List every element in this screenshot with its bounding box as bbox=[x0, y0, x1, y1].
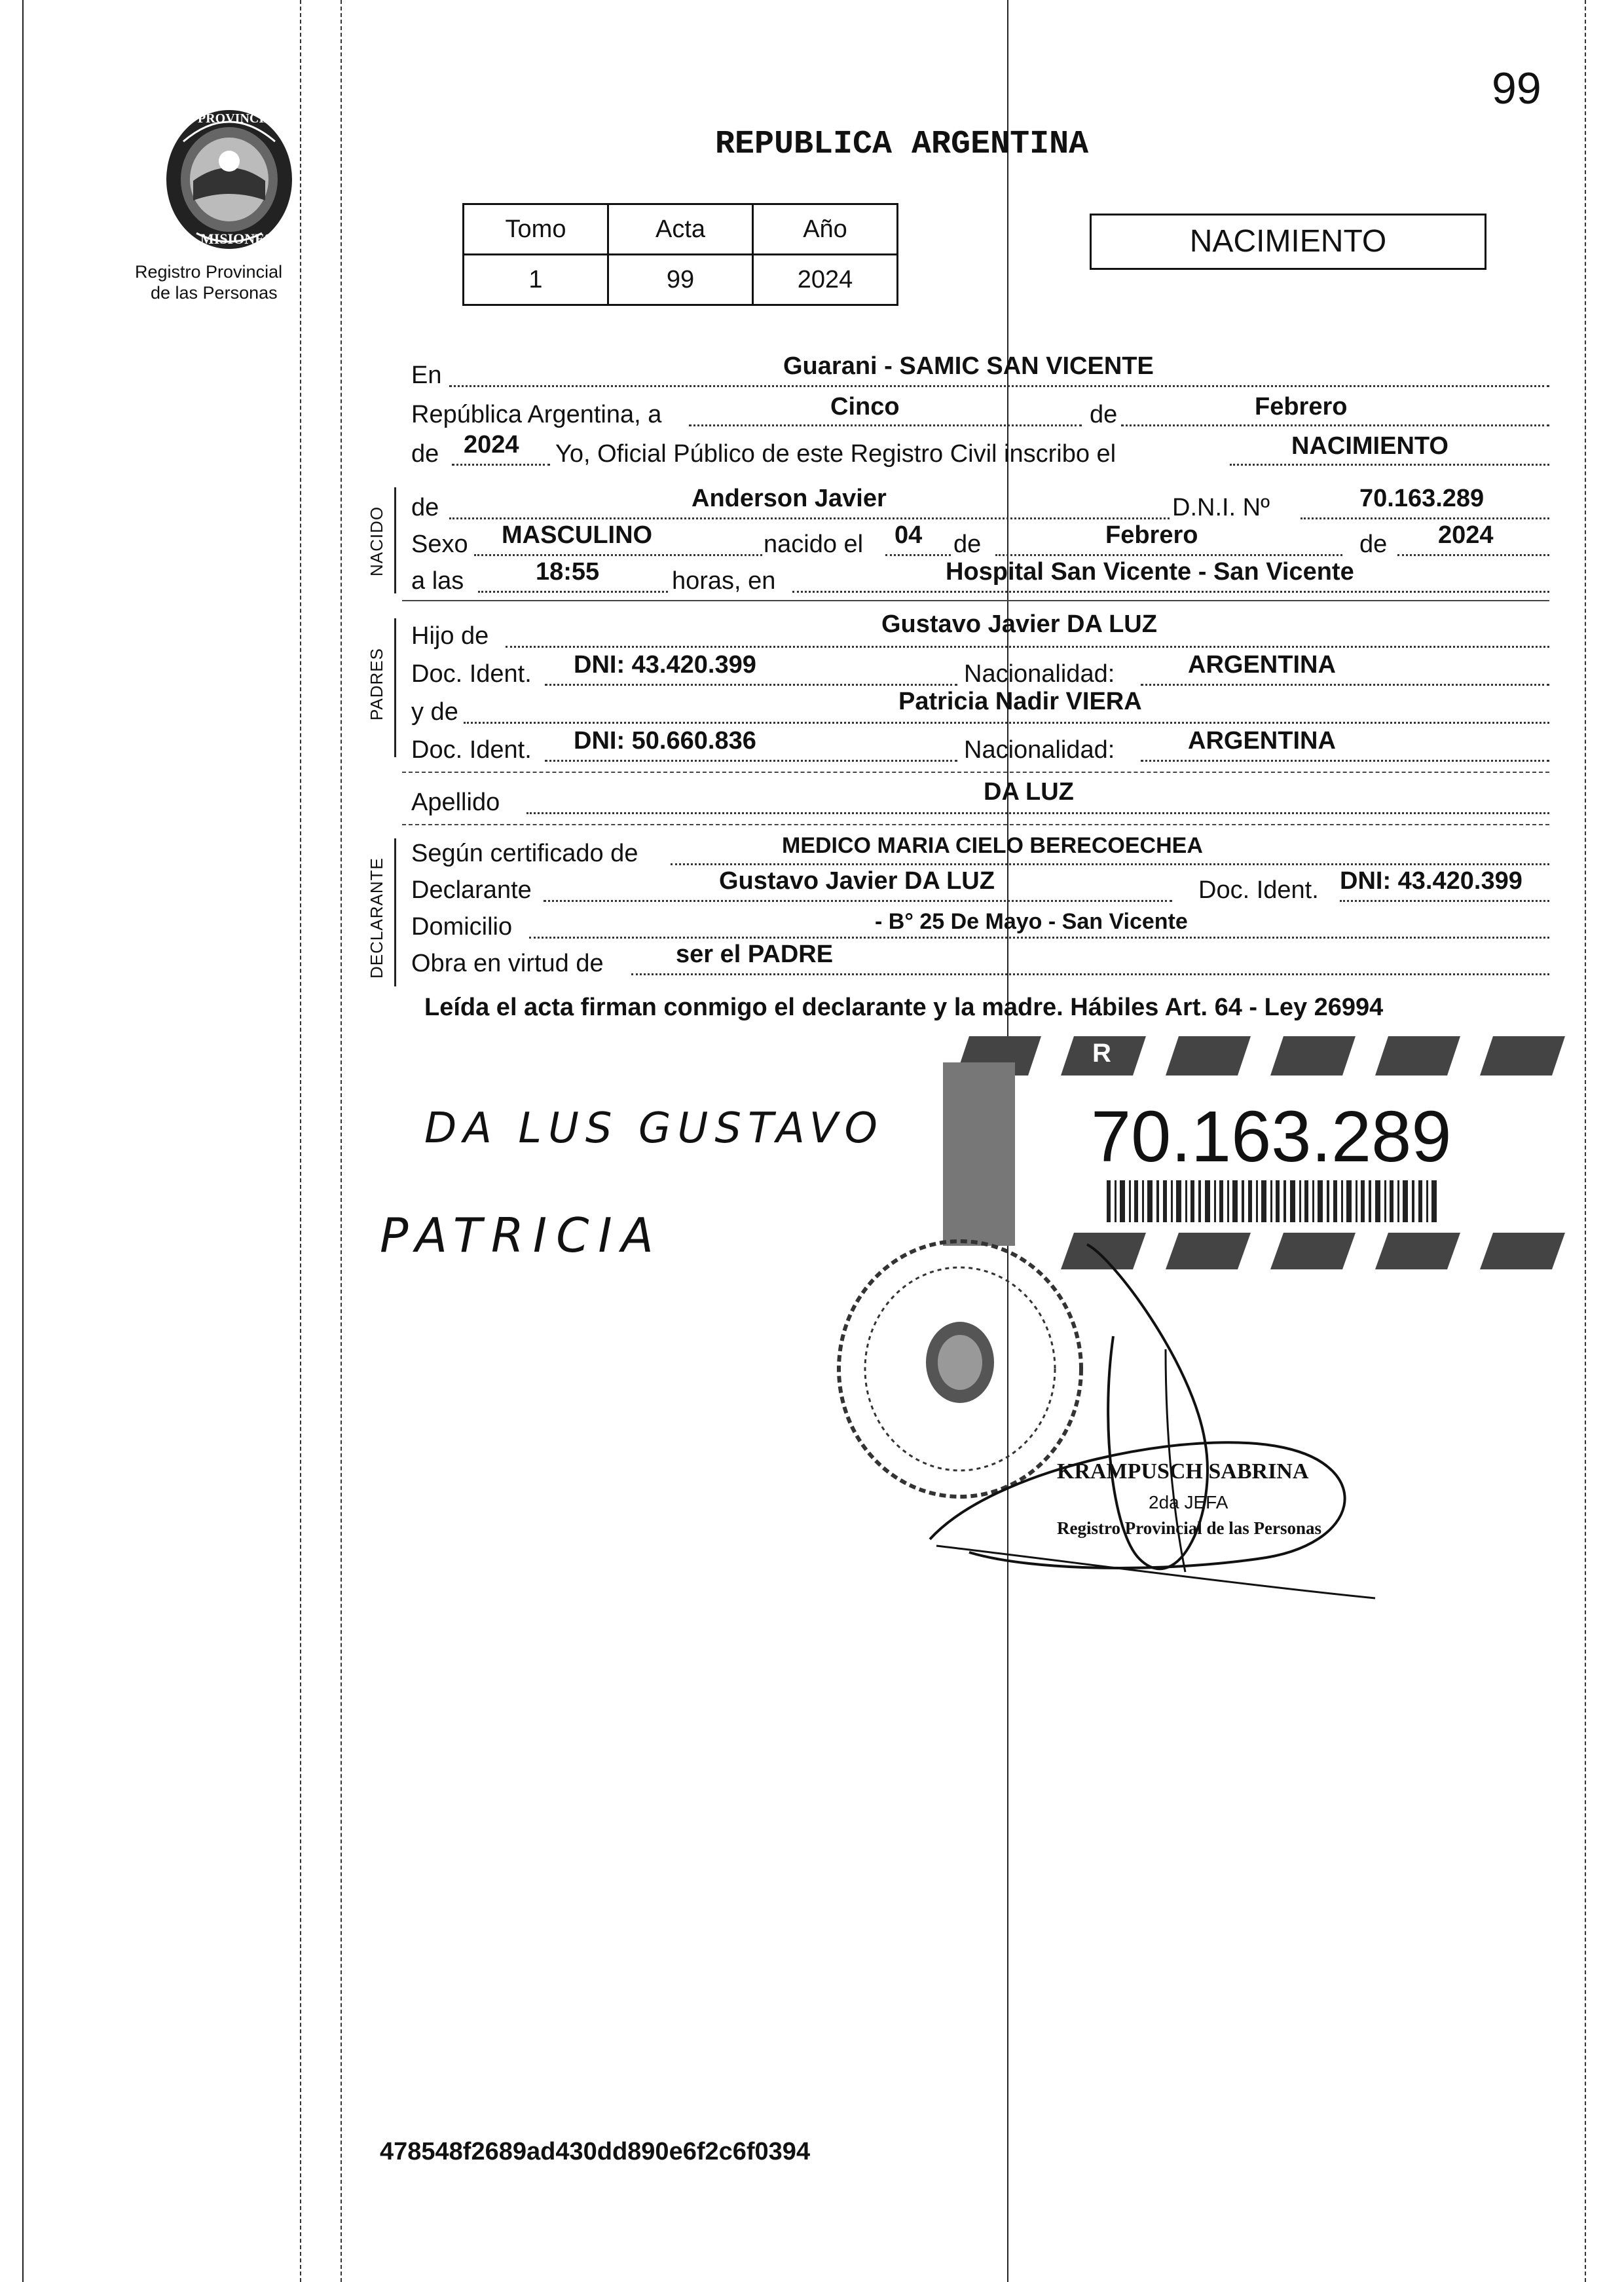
label-segun: Según certificado de bbox=[411, 840, 638, 867]
label-horas-en: horas, en bbox=[672, 567, 776, 595]
dotted-line bbox=[449, 517, 1170, 519]
field-dni: 70.163.289 bbox=[1359, 485, 1485, 512]
dni-label-number: 70.163.289 bbox=[1091, 1096, 1452, 1177]
dotted-line bbox=[1121, 424, 1549, 426]
field-nac-mes: Febrero bbox=[1105, 521, 1198, 549]
act-type: NACIMIENTO bbox=[1189, 224, 1387, 259]
dotted-line bbox=[545, 760, 957, 762]
label-declarante: Declarante bbox=[411, 876, 532, 904]
seal-caption-1: Registro Provincial bbox=[135, 262, 283, 282]
page-title: REPUBLICA ARGENTINA bbox=[715, 126, 1089, 163]
dotted-line bbox=[1230, 464, 1549, 466]
field-tipo: NACIMIENTO bbox=[1291, 432, 1449, 460]
field-hora: 18:55 bbox=[536, 558, 600, 586]
section-divider bbox=[402, 824, 1549, 825]
table-header: Acta bbox=[608, 204, 753, 255]
field-madre: Patricia Nadir VIERA bbox=[898, 688, 1142, 715]
side-label-nacido: NACIDO bbox=[367, 506, 386, 576]
label-de: de bbox=[1090, 401, 1118, 428]
label-y-de: y de bbox=[411, 698, 458, 726]
label-de-year: de bbox=[411, 440, 439, 468]
side-label-padres: PADRES bbox=[367, 648, 386, 720]
label-de3: de bbox=[1359, 531, 1388, 558]
field-declarante-doc: DNI: 43.420.399 bbox=[1340, 867, 1522, 895]
table-cell: 2024 bbox=[753, 255, 898, 305]
seal-top-text: PROVINCIA DE bbox=[198, 111, 295, 126]
dotted-line bbox=[1340, 900, 1549, 902]
field-lugar: Guarani - SAMIC SAN VICENTE bbox=[783, 352, 1154, 380]
dotted-line bbox=[1141, 684, 1549, 686]
label-en: En bbox=[411, 362, 442, 389]
section-divider bbox=[402, 772, 1549, 773]
label-hijo-de: Hijo de bbox=[411, 622, 489, 650]
dotted-line bbox=[452, 464, 550, 466]
label-domicilio: Domicilio bbox=[411, 913, 513, 941]
label-sexo: Sexo bbox=[411, 531, 468, 558]
official-stamp-office: Registro Provincial de las Personas bbox=[1057, 1518, 1321, 1538]
label-doc-ident: Doc. Ident. bbox=[411, 660, 532, 688]
official-stamp-name: KRAMPUSCH SABRINA bbox=[1057, 1459, 1309, 1484]
label-republica: República Argentina, a bbox=[411, 401, 662, 428]
table-cell: 99 bbox=[608, 255, 753, 305]
closing-text: Leída el acta firman conmigo el declarante y la madre. Hábiles Art. 64 - Ley 26994 bbox=[424, 994, 1384, 1021]
label-obra: Obra en virtud de bbox=[411, 950, 604, 977]
label-doc-ident-2: Doc. Ident. bbox=[411, 736, 532, 764]
dotted-line bbox=[506, 646, 1549, 648]
binding-line-left-2 bbox=[341, 0, 342, 2282]
label-nacido-el: nacido el bbox=[764, 531, 864, 558]
seal-caption-2: de las Personas bbox=[151, 283, 278, 303]
field-sexo: MASCULINO bbox=[502, 521, 653, 549]
field-lugar-nac: Hospital San Vicente - San Vicente bbox=[946, 558, 1354, 586]
signature-madre: PATRICIA bbox=[380, 1208, 663, 1263]
dotted-line bbox=[1397, 554, 1549, 556]
field-padre-nac: ARGENTINA bbox=[1188, 651, 1336, 679]
field-nac-dia: 04 bbox=[895, 521, 923, 549]
field-anio: 2024 bbox=[464, 431, 519, 458]
field-padre: Gustavo Javier DA LUZ bbox=[881, 610, 1157, 638]
label-nacionalidad-2: Nacionalidad: bbox=[964, 736, 1115, 764]
field-certificado: MEDICO MARIA CIELO BERECOECHEA bbox=[782, 833, 1203, 858]
table-header: Año bbox=[753, 204, 898, 255]
label-de-name: de bbox=[411, 494, 439, 521]
dotted-line bbox=[1141, 760, 1549, 762]
dotted-line bbox=[449, 385, 1549, 387]
dotted-line bbox=[1301, 517, 1549, 519]
binding-line-left bbox=[300, 0, 301, 2282]
field-apellido: DA LUZ bbox=[984, 778, 1074, 806]
document-hash: 478548f2689ad430dd890e6f2c6f0394 bbox=[380, 2138, 811, 2165]
label-de2: de bbox=[953, 531, 982, 558]
signature-declarante: DA LUS GUSTAVO bbox=[424, 1104, 884, 1153]
dotted-line bbox=[478, 591, 668, 593]
label-apellido: Apellido bbox=[411, 789, 500, 816]
label-nacionalidad: Nacionalidad: bbox=[964, 660, 1115, 688]
dotted-line bbox=[464, 722, 1549, 724]
padres-bracket bbox=[394, 618, 396, 757]
official-signature bbox=[917, 1231, 1388, 1637]
table-header: Tomo bbox=[464, 204, 608, 255]
label-a-las: a las bbox=[411, 567, 464, 595]
field-padre-doc: DNI: 43.420.399 bbox=[574, 651, 756, 679]
label-dni: D.N.I. Nº bbox=[1172, 494, 1270, 521]
field-madre-doc: DNI: 50.660.836 bbox=[574, 727, 756, 755]
field-domicilio: - B° 25 De Mayo - San Vicente bbox=[875, 909, 1188, 934]
nacido-bracket bbox=[394, 487, 396, 593]
dotted-line bbox=[792, 591, 1549, 593]
dotted-line bbox=[631, 973, 1549, 975]
declarante-bracket bbox=[394, 838, 396, 986]
field-nombre: Anderson Javier bbox=[692, 485, 887, 512]
act-type-box bbox=[1090, 214, 1486, 270]
section-divider bbox=[402, 600, 1549, 601]
dotted-line bbox=[474, 554, 762, 556]
side-label-declarante: DECLARANTE bbox=[367, 857, 386, 979]
label-doc-ident-3: Doc. Ident. bbox=[1198, 876, 1319, 904]
record-table bbox=[462, 203, 898, 306]
field-obra: ser el PADRE bbox=[676, 941, 834, 968]
dotted-line bbox=[885, 554, 951, 556]
dotted-line bbox=[545, 684, 957, 686]
field-dia: Cinco bbox=[830, 393, 900, 421]
field-madre-nac: ARGENTINA bbox=[1188, 727, 1336, 755]
field-declarante: Gustavo Javier DA LUZ bbox=[719, 867, 995, 895]
left-margin-line bbox=[22, 0, 24, 2282]
table-cell: 1 bbox=[464, 255, 608, 305]
dni-pattern-letter: R bbox=[1092, 1039, 1111, 1068]
province-seal bbox=[157, 102, 301, 259]
dotted-line bbox=[671, 863, 1549, 865]
label-oficial: Yo, Oficial Público de este Registro Civil inscribo el bbox=[555, 440, 1116, 468]
page-number: 99 bbox=[1492, 64, 1541, 113]
dotted-line bbox=[526, 812, 1549, 814]
dotted-line bbox=[995, 554, 1342, 556]
official-stamp-role: 2da JEFA bbox=[1149, 1492, 1228, 1512]
dotted-line bbox=[529, 937, 1549, 939]
seal-bottom-text: MISIONES bbox=[200, 231, 273, 247]
dotted-line bbox=[544, 900, 1172, 902]
field-nac-anio: 2024 bbox=[1438, 521, 1494, 549]
field-mes: Febrero bbox=[1255, 393, 1348, 421]
dotted-line bbox=[689, 424, 1082, 426]
